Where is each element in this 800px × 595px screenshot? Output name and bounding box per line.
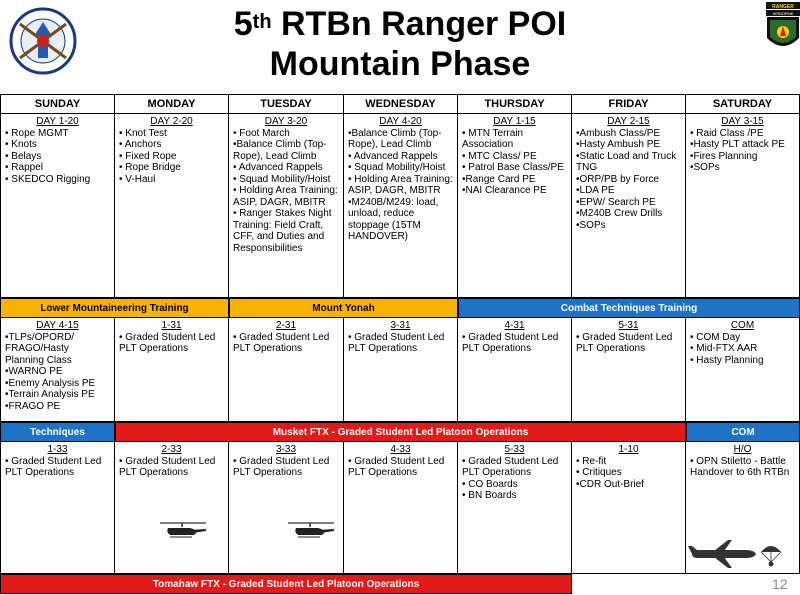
helicopter-icon (286, 520, 336, 540)
activity-item: • Holding Area Training: ASIP, DAGR, MBITR (348, 173, 453, 196)
activity-item: • Graded Student Led PLT Operations (5, 455, 102, 478)
activity-item: • Knots (5, 139, 37, 150)
day-cell (344, 318, 458, 422)
day-cell (686, 114, 800, 298)
day-code: DAY 1-15 (493, 116, 536, 127)
activity-item: •Balance Climb (Top-Rope), Lead Climb (348, 127, 442, 150)
day-cell (229, 442, 344, 574)
day-code: 4-31 (504, 320, 525, 331)
activity-item: • BN Boards (462, 490, 517, 501)
activity-item: • Rappel (5, 162, 43, 173)
activity-item: • Critiques (576, 467, 622, 478)
title-line-1: 5th RTBn Ranger POI (233, 5, 567, 43)
activity-item: • Graded Student Led PLT Operations (348, 331, 445, 354)
day-cell (572, 442, 686, 574)
activity-item: • Mid-FTX AAR (690, 343, 758, 354)
activity-item: •Static Load and Truck TNG (576, 150, 677, 173)
activity-item: • Graded Student Led PLT Operations (119, 455, 216, 478)
combat-techniques-band: Combat Techniques Training (458, 298, 800, 318)
day-cell (115, 442, 229, 574)
day-code: 4-33 (390, 444, 411, 455)
activity-item: •Enemy Analysis PE (5, 377, 96, 389)
activity-item: • Rope Bridge (119, 162, 181, 173)
day-code: 2-33 (161, 444, 182, 455)
day-code: DAY 2-20 (150, 116, 193, 127)
ranger-airborne-badge-logo (766, 2, 800, 54)
day-cell (344, 442, 458, 574)
svg-text:AIRBORNE: AIRBORNE (772, 11, 794, 16)
activity-item: •Ambush Class/PE (576, 127, 661, 139)
day-cell (115, 114, 229, 298)
lower-mountaineering-band: Lower Mountaineering Training (0, 298, 229, 318)
infantry-school-seal-logo (8, 6, 78, 76)
mount-yonah-band: Mount Yonah (229, 298, 458, 318)
day-code: 1-33 (47, 444, 68, 455)
helicopter-icon (158, 520, 208, 540)
activity-item: • Re-fit (576, 455, 607, 467)
day-code: DAY 2-15 (607, 116, 650, 127)
title-line-2: Mountain Phase (269, 45, 531, 83)
day-cell (0, 114, 115, 298)
day-header: SUNDAY (0, 94, 115, 114)
activity-item: •WARNO PE (5, 366, 63, 377)
activity-item: •CDR Out-Brief (576, 478, 644, 490)
activity-item: • Graded Student Led PLT Operations (348, 455, 445, 478)
activity-item: •SOPs (576, 219, 606, 231)
day-cell (572, 114, 686, 298)
day-header-row (0, 94, 800, 114)
activity-item: •Balance Climb (Top-Rope), Lead Climb (233, 139, 327, 162)
activity-item: • Hasty Planning (690, 354, 764, 366)
day-header: TUESDAY (229, 94, 344, 114)
activity-item: • Graded Student Led PLT Operations (576, 331, 673, 354)
day-header: SATURDAY (686, 94, 800, 114)
activity-item: •LDA PE (576, 185, 615, 196)
day-cell (229, 114, 344, 298)
day-code: 3-33 (275, 444, 296, 455)
activity-item: • Anchors (119, 139, 162, 150)
activity-item: • Advanced Rappels (348, 150, 438, 162)
activity-item: • Ranger Stakes Night Training: Field Craft, CFF, and Duties and Responsibilities (233, 208, 332, 254)
activity-item: • Graded Student Led PLT Operations (462, 331, 559, 354)
day-header: THURSDAY (458, 94, 572, 114)
day-code: 1-31 (161, 320, 182, 331)
tomahaw-ftx-band: Tomahaw FTX - Graded Student Led Platoon Operations (0, 574, 572, 594)
activity-item: • V-Haul (119, 173, 156, 185)
activity-item: •NAI Clearance PE (462, 185, 547, 196)
activity-item: • Patrol Base Class/PE (462, 162, 564, 173)
day-cell (229, 318, 344, 422)
day-cell (686, 318, 800, 422)
activity-item: • Foot March (233, 127, 290, 139)
activity-item: • Holding Area Training: ASIP, DAGR, MBITR (233, 185, 338, 208)
week-3-row (0, 442, 800, 574)
activity-item: •Range Card PE (462, 173, 536, 185)
page-number: 12 (772, 576, 788, 592)
page-title (0, 4, 800, 84)
activity-item: • Graded Student Led PLT Operations (233, 331, 330, 354)
day-code: DAY 3-20 (264, 116, 308, 127)
activity-item: •TLPs/OPORD/ FRAGO/Hasty Planning Class (5, 331, 75, 366)
day-cell (0, 318, 115, 422)
activity-item: • Advanced Rappels (233, 162, 323, 173)
day-code: H/O (733, 444, 752, 455)
week-1-row (0, 114, 800, 298)
day-cell (344, 114, 458, 298)
activity-item: • Knot Test (119, 127, 167, 139)
day-code: 3-31 (390, 320, 411, 331)
activity-item: • Raid Class /PE (690, 127, 764, 139)
activity-item: • MTN Terrain Association (462, 127, 524, 150)
activity-item: •ORP/PB by Force (576, 173, 659, 185)
day-code: DAY 1-20 (36, 116, 79, 127)
activity-item: • Squad Mobility/Hoist (348, 162, 446, 173)
day-code: DAY 3-15 (721, 116, 764, 127)
day-cell (0, 442, 115, 574)
cargo-plane-icon (688, 538, 758, 572)
activity-item: • CO Boards (462, 478, 518, 490)
day-header: MONDAY (115, 94, 229, 114)
musket-ftx-band: Musket FTX - Graded Student Led Platoon Operations (115, 422, 686, 442)
activity-item: • SKEDCO Rigging (5, 173, 91, 185)
activity-item: •M240B Crew Drills (576, 208, 663, 219)
day-code: 5-31 (618, 320, 639, 331)
parachute-icon (760, 542, 782, 568)
day-cell (115, 318, 229, 422)
com-band: COM (686, 422, 800, 442)
day-header: FRIDAY (572, 94, 686, 114)
day-cell (458, 442, 572, 574)
day-code: 5-33 (504, 444, 525, 455)
activity-item: • COM Day (690, 331, 741, 343)
activity-item: • OPN Stiletto - Battle Handover to 6th RTBn (690, 455, 790, 478)
day-code: DAY 4-20 (379, 116, 422, 127)
activity-item: • Graded Student Led PLT Operations (233, 455, 330, 478)
activity-item: •FRAGO PE (5, 400, 61, 412)
activity-item: •EPW/ Search PE (576, 196, 656, 208)
activity-item: •Fires Planning (690, 150, 758, 162)
day-code: DAY 4-15 (36, 320, 79, 331)
svg-text:RANGER: RANGER (772, 4, 794, 10)
day-code: 2-31 (275, 320, 296, 331)
day-header: WEDNESDAY (344, 94, 458, 114)
activity-item: •Hasty PLT attack PE (690, 139, 785, 150)
activity-item: •Hasty Ambush PE (576, 139, 661, 150)
activity-item: • Graded Student Led PLT Operations (462, 455, 559, 478)
day-cell (458, 318, 572, 422)
activity-item: • Belays (5, 150, 42, 162)
day-code: COM (730, 320, 755, 331)
week-2-row (0, 318, 800, 422)
day-cell (458, 114, 572, 298)
activity-item: • Fixed Rope (119, 150, 177, 162)
activity-item: • MTC Class/ PE (462, 150, 537, 162)
activity-item: •SOPs (690, 162, 720, 173)
day-cell (572, 318, 686, 422)
techniques-band: Techniques (0, 422, 115, 442)
activity-item: • Rope MGMT (5, 127, 69, 139)
activity-item: •M240B/M249: load, unload, reduce stoppage (15TM HANDOVER) (348, 196, 439, 242)
activity-item: •Terrain Analysis PE (5, 389, 95, 400)
activity-item: • Graded Student Led PLT Operations (119, 331, 216, 354)
activity-item: • Squad Mobility/Hoist (233, 173, 331, 185)
day-code: 1-10 (618, 444, 639, 455)
